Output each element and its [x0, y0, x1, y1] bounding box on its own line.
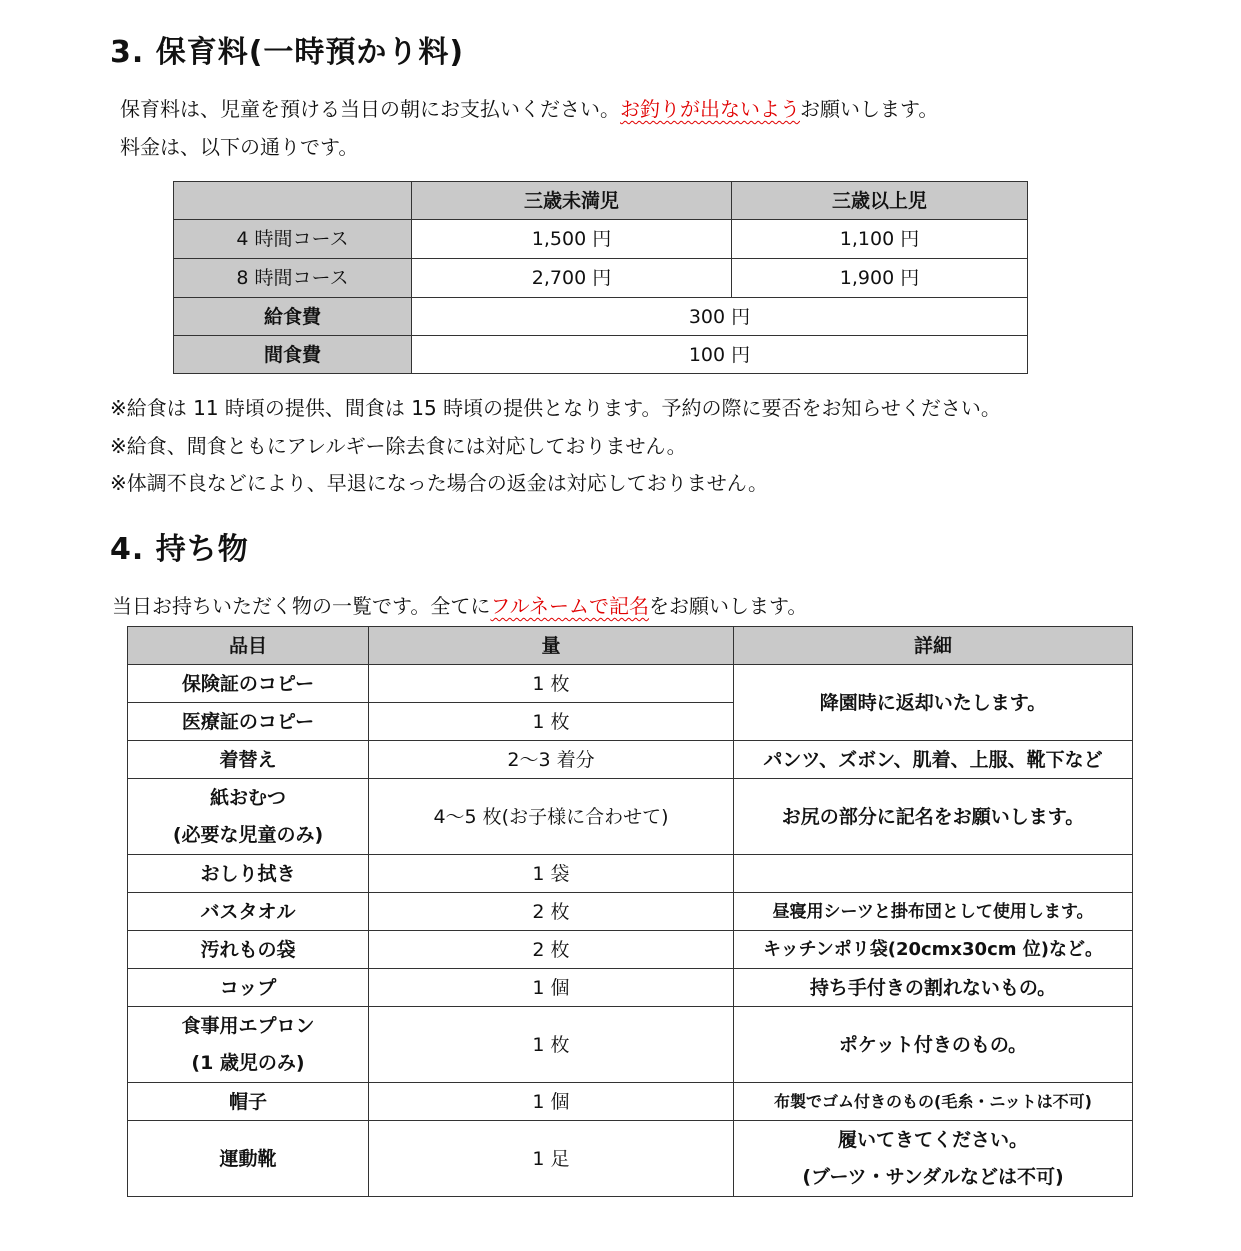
item-qty: 2 枚	[369, 893, 734, 931]
item-qty: 2 枚	[369, 931, 734, 969]
item-name-line2: (必要な児童のみ)	[172, 823, 324, 846]
item-name-line1: 食事用エプロン	[181, 1014, 315, 1037]
item-detail: 降園時に返却いたします。	[734, 665, 1133, 741]
item-qty: 4～5 枚(お子様に合わせて)	[369, 779, 734, 855]
item-detail: 昼寝用シーツと掛布団として使用します。	[734, 893, 1133, 931]
item-name: 保険証のコピー	[128, 665, 369, 703]
belongings-table	[127, 626, 1133, 1197]
table-row	[128, 893, 1133, 931]
item-qty: 1 袋	[369, 855, 734, 893]
table-row	[128, 931, 1133, 969]
note: ※給食は 11 時頃の提供、間食は 15 時頃の提供となります。予約の際に要否をお知らせください。	[110, 396, 1001, 420]
item-detail: キッチンポリ袋(20cmx30cm 位)など。	[734, 931, 1133, 969]
fee-row	[174, 259, 1028, 298]
item-name-line2: (1 歳児のみ)	[191, 1051, 305, 1074]
item-qty: 1 個	[369, 969, 734, 1007]
item-name: バスタオル	[128, 893, 369, 931]
highlight-text: フルネームで記名	[490, 594, 650, 618]
highlight-text: お釣りが出ないよう	[620, 97, 800, 121]
fee-table	[173, 181, 1028, 374]
fee-row	[174, 298, 1028, 336]
item-name: 汚れもの袋	[128, 931, 369, 969]
item-qty: 1 枚	[369, 703, 734, 741]
fee-header-over3: 三歳以上児	[732, 182, 1028, 220]
item-detail-line1: 履いてきてください。	[837, 1128, 1028, 1151]
table-row	[128, 969, 1133, 1007]
item-name: 着替え	[128, 741, 369, 779]
item-qty: 1 足	[369, 1121, 734, 1197]
item-detail: 布製でゴム付きのもの(毛糸・ニットは不可)	[734, 1083, 1133, 1121]
note: ※体調不良などにより、早退になった場合の返金は対応しておりません。	[110, 471, 768, 495]
belongings-header-row	[128, 627, 1133, 665]
table-row	[128, 741, 1133, 779]
item-qty: 1 個	[369, 1083, 734, 1121]
note: ※給食、間食ともにアレルギー除去食には対応しておりません。	[110, 434, 687, 458]
intro-text-end: をお願いします。	[649, 594, 808, 618]
table-row	[128, 779, 1133, 855]
fee-under3: 2,700 円	[412, 259, 732, 298]
item-detail	[734, 855, 1133, 893]
item-name: 運動靴	[128, 1121, 369, 1197]
fee-header-row	[174, 182, 1028, 220]
section4-intro	[112, 591, 807, 621]
item-name	[128, 779, 369, 855]
table-row	[128, 1007, 1133, 1083]
fee-row-label: 4 時間コース	[174, 220, 412, 259]
item-name	[128, 1007, 369, 1083]
section3-intro	[120, 94, 938, 124]
section3-title: 3. 保育料(一時預かり料)	[110, 35, 465, 70]
fee-row	[174, 336, 1028, 374]
fee-over3: 1,900 円	[732, 259, 1028, 298]
intro-text: 保育料は、児童を預ける当日の朝にお支払いください。	[120, 97, 620, 121]
table-row	[128, 1121, 1133, 1197]
intro-text: 当日お持ちいただく物の一覧です。全てに	[112, 594, 491, 618]
fee-row-label: 8 時間コース	[174, 259, 412, 298]
item-name: コップ	[128, 969, 369, 1007]
item-name: 帽子	[128, 1083, 369, 1121]
fee-header-under3: 三歳未満児	[412, 182, 732, 220]
fee-row-label: 給食費	[174, 298, 412, 336]
header-detail: 詳細	[734, 627, 1133, 665]
item-name: 医療証のコピー	[128, 703, 369, 741]
table-row	[128, 665, 1133, 703]
fee-under3: 1,500 円	[412, 220, 732, 259]
fee-row-label: 間食費	[174, 336, 412, 374]
fee-row	[174, 220, 1028, 259]
item-name-line1: 紙おむつ	[209, 786, 286, 809]
intro-text-end: お願いします。	[800, 97, 939, 121]
item-detail-line2: (ブーツ・サンダルなどは不可)	[802, 1165, 1064, 1188]
fee-merged: 100 円	[412, 336, 1028, 374]
table-row	[128, 855, 1133, 893]
fee-merged: 300 円	[412, 298, 1028, 336]
fee-over3: 1,100 円	[732, 220, 1028, 259]
item-detail: パンツ、ズボン、肌着、上服、靴下など	[734, 741, 1133, 779]
item-detail	[734, 1121, 1133, 1197]
section3-line2: 料金は、以下の通りです。	[120, 135, 359, 159]
item-qty: 1 枚	[369, 1007, 734, 1083]
item-name: おしり拭き	[128, 855, 369, 893]
table-row	[128, 1083, 1133, 1121]
section4-title: 4. 持ち物	[110, 532, 249, 567]
item-qty: 1 枚	[369, 665, 734, 703]
item-detail: お尻の部分に記名をお願いします。	[734, 779, 1133, 855]
item-qty: 2～3 着分	[369, 741, 734, 779]
header-qty: 量	[369, 627, 734, 665]
header-item: 品目	[128, 627, 369, 665]
item-detail: 持ち手付きの割れないもの。	[734, 969, 1133, 1007]
item-detail: ポケット付きのもの。	[734, 1007, 1133, 1083]
fee-header-empty	[174, 182, 412, 220]
